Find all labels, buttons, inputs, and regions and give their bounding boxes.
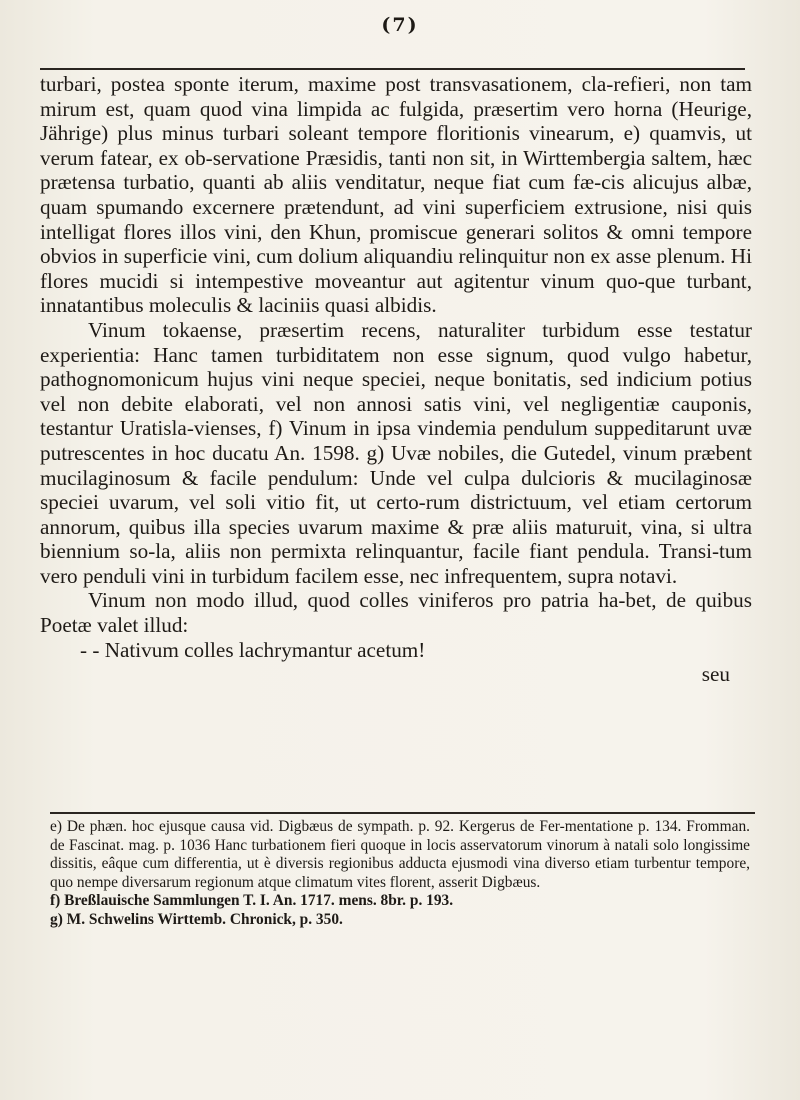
catchword: seu bbox=[701, 662, 730, 687]
paragraph: turbari, postea sponte iterum, maxime post transvasationem, cla-refieri, non tam mirum est, quam quod vina limpida ac fulgida, præsertim vero horna (Heurige, Jährige) plus minus turbari soleant tempore floritionis vinearum, e) quamvis, ut verum fatear, ex ob-servatione Præsidis, tanti non sit, in Wirttembergia saltem, hæc prætensa turbatio, quanti ab aliis venditatur, neque fiat cum fæ-cis alicujus albæ, quam spumando excernere prætendunt, ad vini superficiem extrusione, nisi quis intelligat flores illos vini, den Khun, promiscue generari solitos & omni tempore obvios in superficie vini, cum dolium aliquandiu relinquitur non ex asse plenum. Hi flores mucidi si intempestive moveantur aut agitentur vinum quo-que turbant, innatantibus moleculis & laciniis quasi albidis. bbox=[40, 72, 752, 318]
footnotes bbox=[50, 818, 750, 930]
verse-line: - - Nativum colles lachrymantur acetum! bbox=[80, 637, 426, 662]
footnote: g) M. Schwelins Wirttemb. Chronick, p. 350. bbox=[50, 910, 343, 928]
header-rule bbox=[40, 68, 745, 70]
page-header: (7) bbox=[381, 14, 419, 36]
main-text bbox=[40, 72, 752, 687]
paragraph: Vinum non modo illud, quod colles viniferos pro patria ha-bet, de quibus Poetæ valet illud: bbox=[40, 588, 752, 638]
paragraph: Vinum tokaense, præsertim recens, naturaliter turbidum esse testatur experientia: Hanc tamen turbiditatem non esse signum, quod vulgo habetur, pathognomonicum hujus vini neque speciei, neque bonitatis, sed indicium potius vel non debite elaborati, vel non annosi satis vini, vel negligentiæ cauponis, testantur Uratisla-vienses, f) Vinum in ipsa vindemia pendulum suppeditarunt uvæ putrescentes in hoc ducatu An. 1598. g) Uvæ nobiles, die Gutedel, vinum præbent mucilaginosum & facile pendulum: Unde vel culpa dulcioris & mucilaginosæ speciei uvarum, vel soli vitio fit, ut certo-rum districtuum, vel etiam certorum annorum, quibus illa species uvarum maxime & præ aliis maturuit, vina, si ultra biennium so-la, aliis non permixta relinquantur, facile fiant pendula. Transi-tum vero penduli vini in turbidum facilem esse, nec infrequentem, supra notavi. bbox=[40, 317, 752, 588]
footnote: f) Breßlauische Sammlungen T. I. An. 1717. mens. 8br. p. 193. bbox=[50, 892, 454, 910]
footnote-rule bbox=[50, 812, 755, 814]
footnote: e) De phæn. hoc ejusque causa vid. Digbæus de sympath. p. 92. Kergerus de Fer-mentatione p. 134. Fromman. de Fascinat. mag. p. 1036 Hanc turbationem fieri quoque in locis asservatorum vinorum à natali solo longissime dissitis, eâque cum differentia, ut è diversis regionibus adducta ejusmodi vina diverso etiam turbentur tempore, quo nempe diversarum regionum atque climatum vites florent, asserit Digbæus. bbox=[50, 818, 750, 891]
